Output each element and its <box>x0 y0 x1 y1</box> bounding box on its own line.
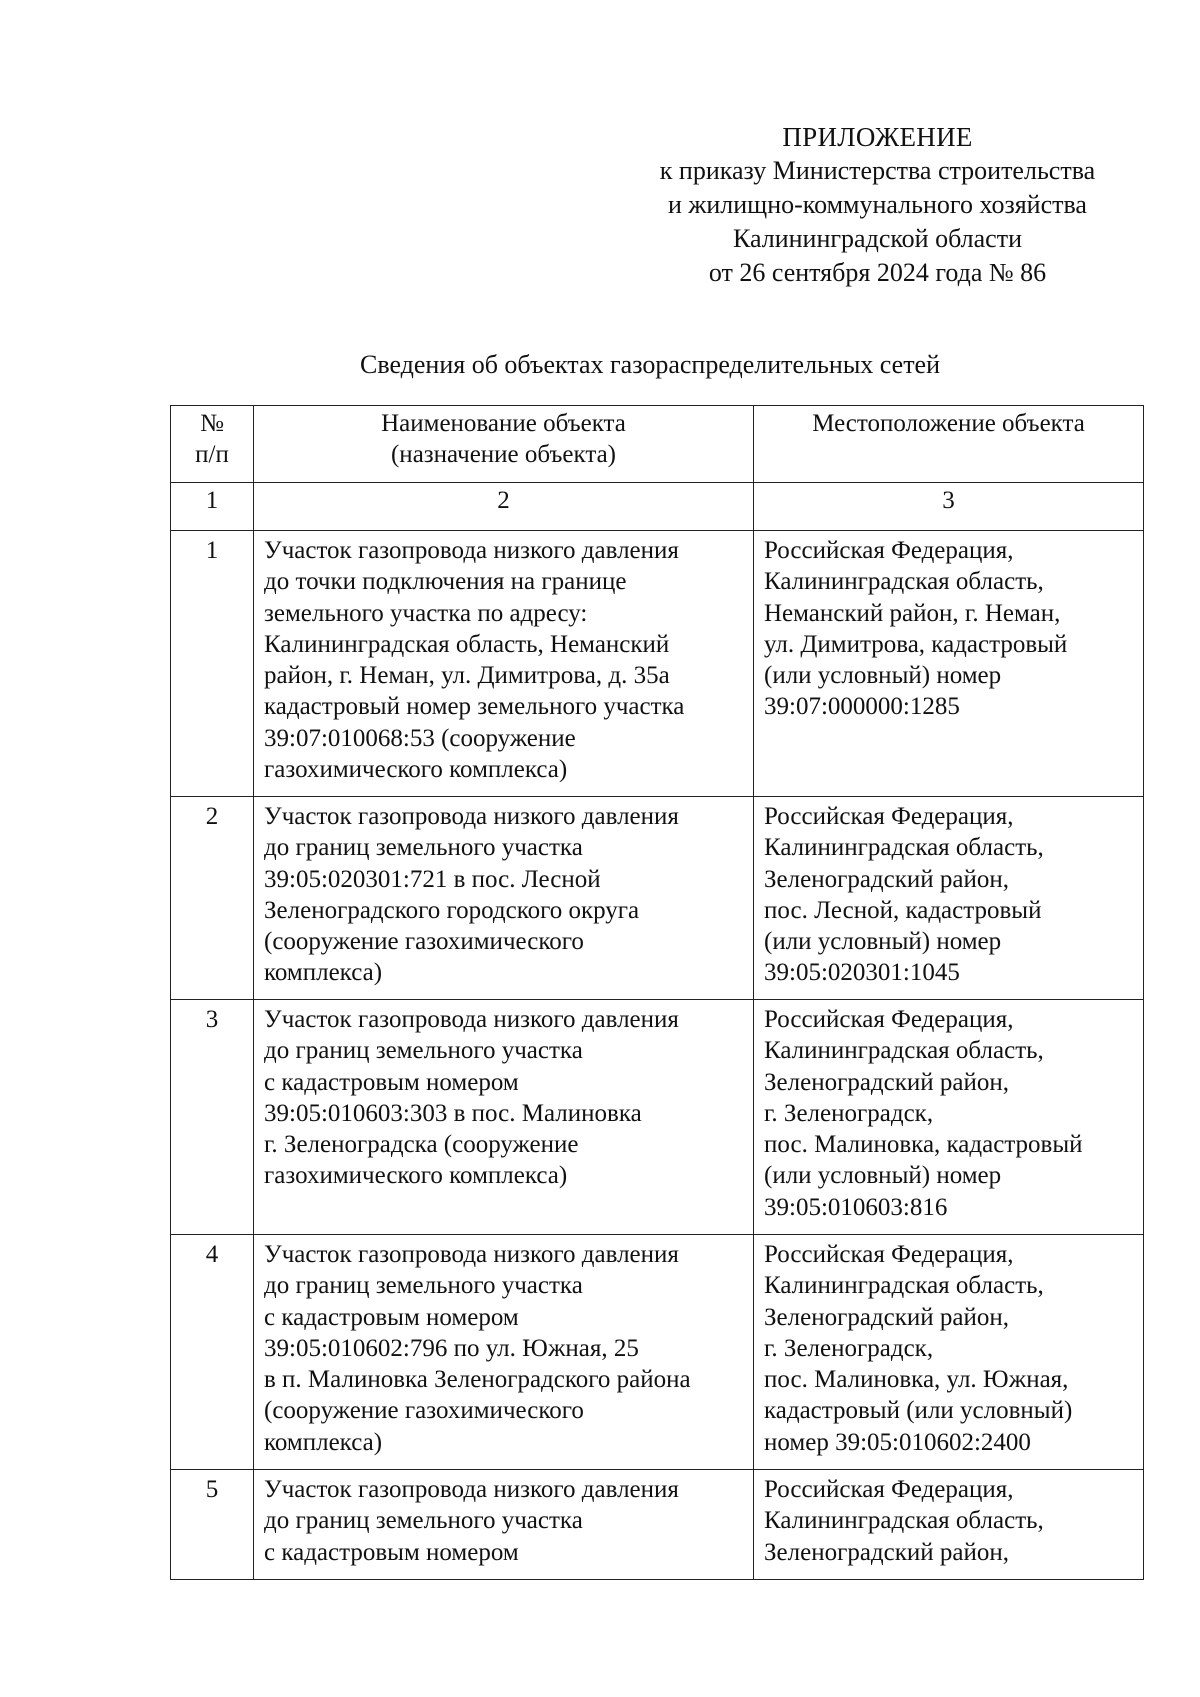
row-object-name: Участок газопровода низкого давления до точки подключения на границе земельного участка по адресу: Калининградская область, Неманский район, г. Неман, ул. Димитрова, д. 35а кадастровый номер земельного участка 39:07:010068:53 (сооружение газохимического комплекса) <box>254 531 754 797</box>
table-row <box>171 1470 1144 1580</box>
row-object-name: Участок газопровода низкого давления до границ земельного участка с кадастровым номером <box>254 1470 754 1580</box>
row-object-location: Российская Федерация, Калининградская область, Зеленоградский район, г. Зеленоградск, пос. Малиновка, ул. Южная, кадастровый (или условный) номер 39:05:010602:2400 <box>754 1235 1144 1470</box>
column-index-3: 3 <box>754 483 1144 531</box>
column-index-2: 2 <box>254 483 754 531</box>
row-object-name: Участок газопровода низкого давления до границ земельного участка 39:05:020301:721 в пос. Лесной Зеленоградского городского округа (сооружение газохимического комплекса) <box>254 797 754 1000</box>
row-number: 1 <box>171 531 254 797</box>
row-number: 4 <box>171 1235 254 1470</box>
header-name: Наименование объекта (назначение объекта) <box>254 406 754 483</box>
appendix-line-region: Калининградской области <box>732 224 1022 253</box>
table-row <box>171 1235 1144 1470</box>
row-number: 3 <box>171 1000 254 1235</box>
appendix-line-date: от 26 сентября 2024 года № 86 <box>708 258 1047 287</box>
column-index-1: 1 <box>171 483 254 531</box>
header-location: Местоположение объекта <box>754 406 1144 483</box>
table-row <box>171 531 1144 797</box>
column-index-row <box>171 483 1144 531</box>
row-number: 2 <box>171 797 254 1000</box>
row-object-name: Участок газопровода низкого давления до границ земельного участка с кадастровым номером 39:05:010602:796 по ул. Южная, 25 в п. Малиновка Зеленоградского района (сооружение газохимического комплекса) <box>254 1235 754 1470</box>
row-object-name: Участок газопровода низкого давления до границ земельного участка с кадастровым номером 39:05:010603:303 в пос. Малиновка г. Зеленоградска (сооружение газохимического комплекса) <box>254 1000 754 1235</box>
appendix-block <box>610 120 1145 290</box>
document-title: Сведения об объектах газораспределительных сетей <box>359 350 941 379</box>
appendix-line-order: к приказу Министерства строительства <box>659 156 1096 185</box>
row-object-location: Российская Федерация, Калининградская область, Зеленоградский район, <box>754 1470 1144 1580</box>
appendix-heading: ПРИЛОЖЕНИЕ <box>782 122 973 152</box>
row-number: 5 <box>171 1470 254 1580</box>
table-row <box>171 797 1144 1000</box>
objects-table <box>170 405 1144 1580</box>
table-row <box>171 1000 1144 1235</box>
header-number: № п/п <box>171 406 254 483</box>
row-object-location: Российская Федерация, Калининградская область, Зеленоградский район, пос. Лесной, кадастровый (или условный) номер 39:05:020301:1045 <box>754 797 1144 1000</box>
row-object-location: Российская Федерация, Калининградская область, Неманский район, г. Неман, ул. Димитрова, кадастровый (или условный) номер 39:07:000000:1285 <box>754 531 1144 797</box>
row-object-location: Российская Федерация, Калининградская область, Зеленоградский район, г. Зеленоградск, пос. Малиновка, кадастровый (или условный) номер 39:05:010603:816 <box>754 1000 1144 1235</box>
appendix-line-ministry: и жилищно-коммунального хозяйства <box>668 190 1087 219</box>
table-header-row <box>171 406 1144 483</box>
